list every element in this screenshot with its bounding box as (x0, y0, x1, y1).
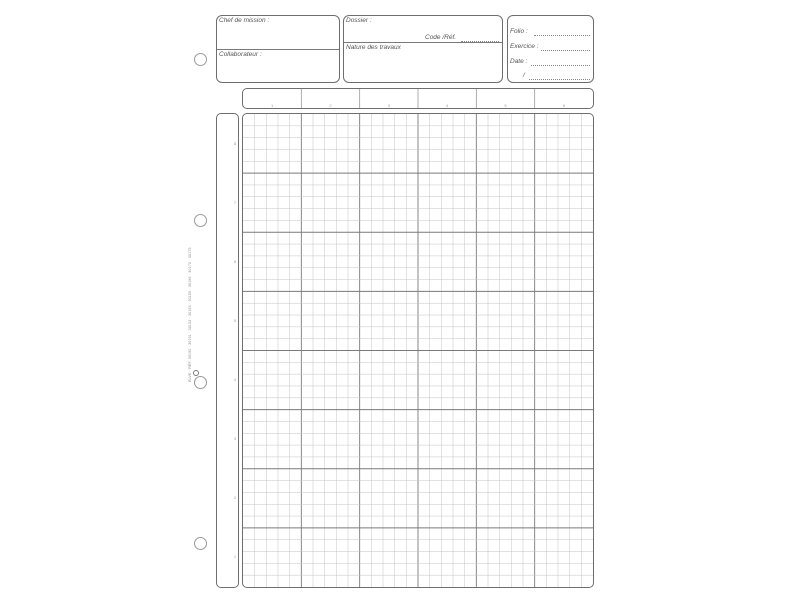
row-number: 3 (233, 436, 237, 442)
date-dots (531, 65, 590, 66)
nature-travaux-label: Nature des travaux (346, 44, 401, 51)
dossier-box (343, 15, 503, 83)
chef-mission-label: Chef de mission : (219, 17, 270, 24)
exercice-label: Exercice : (510, 43, 539, 50)
collaborateur-label: Collaborateur : (219, 51, 262, 58)
grid-frame (242, 113, 594, 588)
row-number: 6 (233, 258, 237, 264)
row-number: 4 (233, 377, 237, 383)
exercice-dots (541, 50, 590, 51)
column-number: 4 (446, 103, 449, 108)
folio-box (507, 15, 594, 83)
signature-dots (529, 79, 590, 80)
dossier-divider (344, 42, 502, 43)
folio-dots (534, 35, 590, 36)
column-number: 2 (329, 103, 332, 108)
punch-hole-bottom (194, 537, 207, 550)
column-number: 6 (562, 103, 565, 108)
dossier-label: Dossier : (346, 17, 372, 24)
row-number: 7 (233, 199, 237, 205)
mission-box (216, 15, 340, 83)
punch-hole-top (194, 53, 207, 66)
row-number: 1 (233, 554, 237, 560)
row-number: 8 (233, 140, 237, 146)
publisher-logo-icon (193, 370, 199, 376)
date-label: Date : (510, 58, 528, 65)
row-number: 5 (233, 317, 237, 323)
row-number: 2 (233, 495, 237, 501)
code-ref-label: Code /Réf. (425, 34, 457, 41)
publisher-imprint: ELVE · RÉF. 30150 · 30151 · 30152 · 30153 · 30155 · 30156 · 30170 · 30175 (188, 247, 192, 382)
column-number: 1 (271, 103, 274, 108)
signature-slash: / (523, 72, 525, 79)
punch-hole-upper (194, 214, 207, 227)
folio-label: Folio : (510, 28, 528, 35)
mission-divider (217, 49, 339, 50)
column-number: 5 (504, 103, 507, 108)
column-number: 3 (387, 103, 390, 108)
row-label-strip (216, 113, 239, 588)
